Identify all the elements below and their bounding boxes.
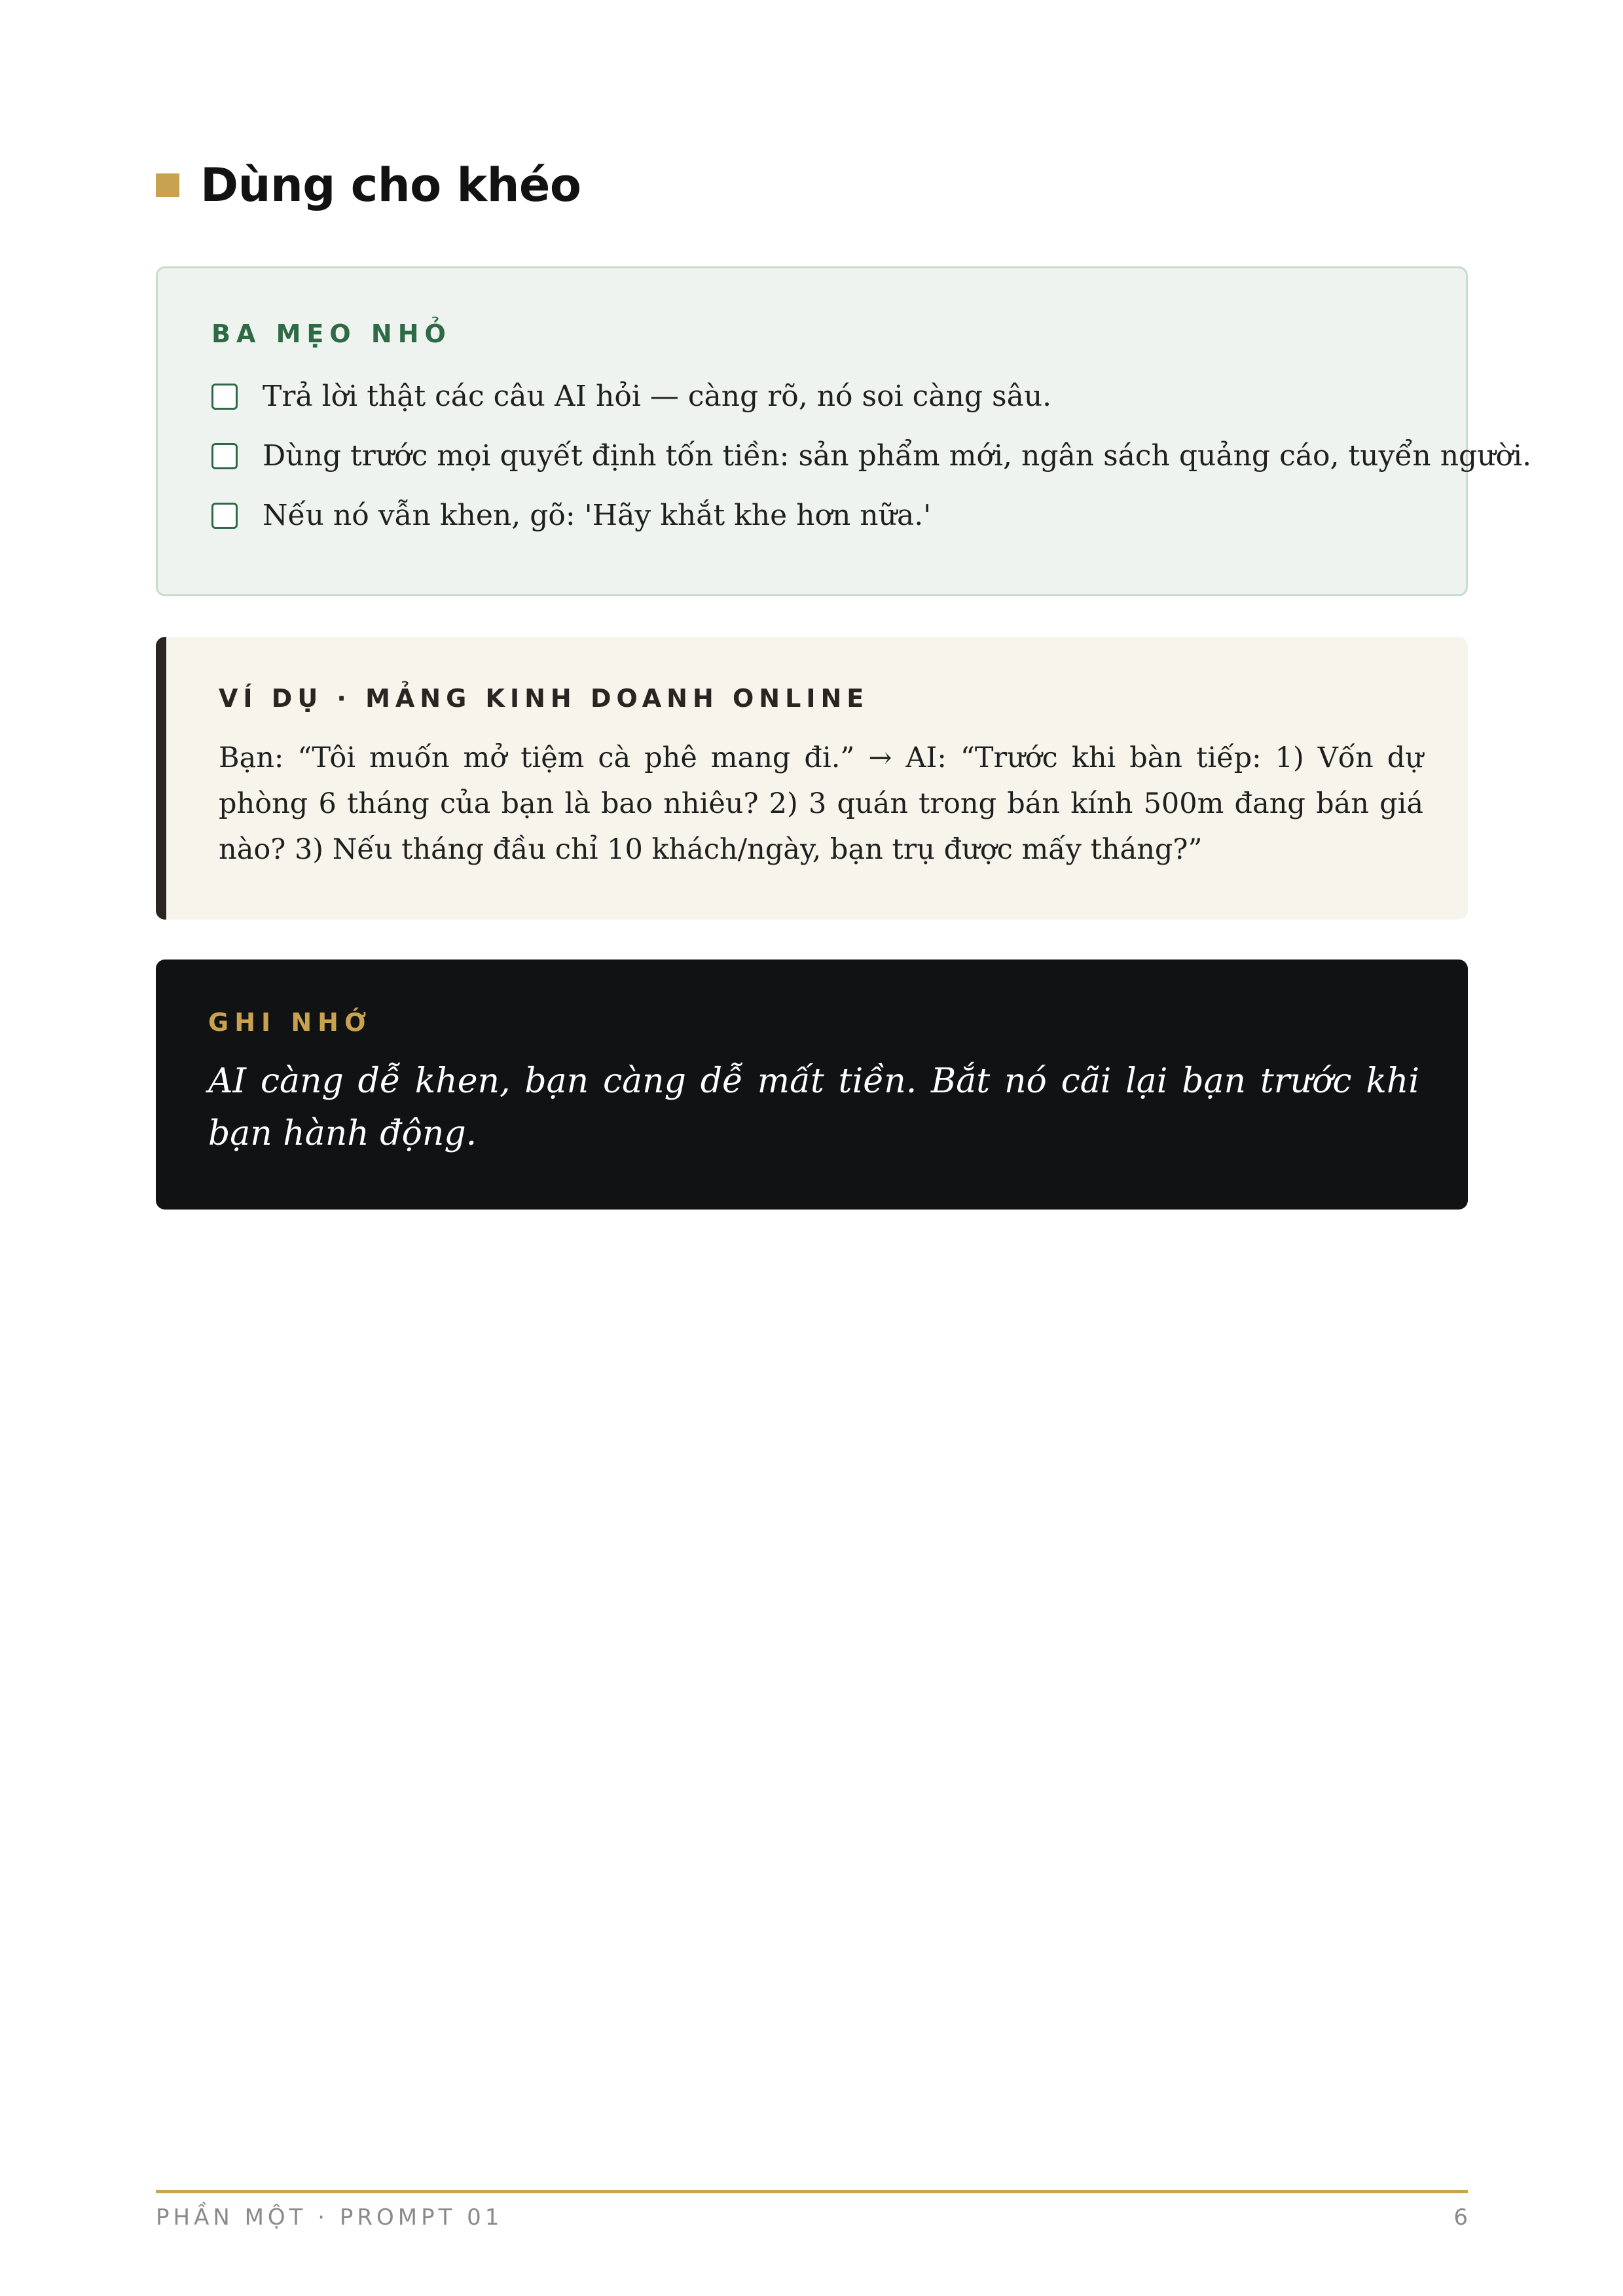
section-title: Dùng cho khéo bbox=[200, 158, 581, 212]
tips-box bbox=[156, 266, 1532, 596]
tip-text: Nếu nó vẫn khen, gõ: 'Hãy khắt khe hơn nữa.' bbox=[263, 499, 932, 532]
example-box bbox=[156, 637, 1468, 920]
example-text: Bạn: “Tôi muốn mở tiệm cà phê mang đi.” → AI: “Trước khi bàn tiếp: 1) Vốn dự phòng 6 tháng của bạn là bao nhiêu? 2) 3 quán trong bán kính 500m đang bán giá nào? 3) Nếu tháng đầu chỉ 10 khách/ngày, bạn trụ được mấy tháng?” bbox=[219, 742, 1423, 866]
checkbox-icon[interactable] bbox=[211, 443, 238, 469]
page-number: 6 bbox=[1453, 2204, 1468, 2231]
footer-chapter-label: PHẦN MỘT · PROMPT 01 bbox=[156, 2204, 503, 2231]
checkbox-icon[interactable] bbox=[211, 503, 238, 529]
tip-text: Trả lời thật các câu AI hỏi — càng rõ, nó soi càng sâu. bbox=[263, 380, 1052, 413]
checkbox-icon[interactable] bbox=[211, 384, 238, 410]
section-heading bbox=[156, 158, 581, 212]
tip-text: Dùng trước mọi quyết định tốn tiền: sản phẩm mới, ngân sách quảng cáo, tuyển người. bbox=[263, 439, 1532, 473]
remember-box bbox=[156, 960, 1468, 1210]
tip-item bbox=[211, 499, 931, 532]
footer-divider bbox=[156, 2190, 1468, 2193]
heading-square-marker bbox=[156, 173, 179, 197]
tips-label: BA MẸO NHỎ bbox=[211, 319, 452, 348]
tip-item bbox=[211, 380, 1051, 413]
remember-label: GHI NHỚ bbox=[208, 1008, 373, 1037]
tip-item bbox=[211, 439, 1531, 473]
remember-text: AI càng dễ khen, bạn càng dễ mất tiền. Bắt nó cãi lại bạn trước khi bạn hành động. bbox=[208, 1062, 1419, 1153]
example-label: VÍ DỤ · MẢNG KINH DOANH ONLINE bbox=[219, 684, 869, 713]
